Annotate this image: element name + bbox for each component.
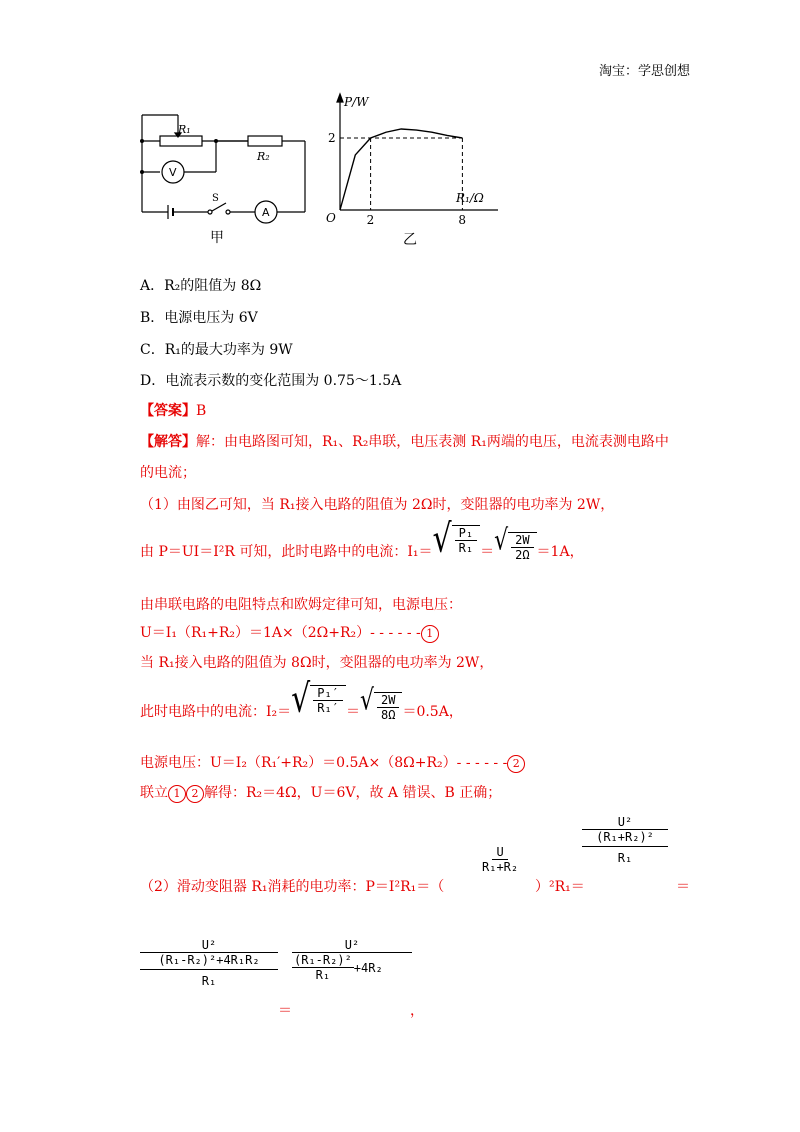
option-a: A．R₂的阻值为 8Ω [140, 278, 262, 294]
frac-den: R₁+R₂ [482, 860, 519, 874]
final-mid-den: R₁ [315, 968, 331, 982]
solution-l3 [140, 622, 439, 643]
sqrt-2w-8ohm: √ $\frac{2W}{8\Omega}$ [360, 692, 402, 722]
voltmeter-label: V [169, 166, 177, 179]
solution-l4: 当 R₁接入电路的阻值为 8Ω时，变阻器的电功率为 2W， [140, 655, 494, 671]
solution-l2: 由串联电路的电阻特点和欧姆定律可知，电源电压： [140, 597, 462, 613]
graph-origin: O [326, 211, 336, 225]
graph-caption: 乙 [403, 232, 417, 248]
option-d: D．电流表示数的变化范围为 0.75～1.5A [140, 373, 402, 389]
final-mid: (R₁-R₂)² [294, 953, 352, 967]
answer-label: 【答案】 [140, 403, 196, 419]
graph-x-axis-label: R₁/Ω [456, 191, 484, 205]
final-tail: +4R₂ [353, 960, 383, 975]
final-top: U² [292, 938, 412, 953]
power-frac-big [582, 815, 668, 865]
solution-intro2: 的电流； [140, 465, 196, 481]
i2-prefix: 此时电路中的电流：I₂＝ [140, 704, 292, 720]
i1-result: ＝1A， [536, 544, 584, 560]
graph-y-axis-label: P/W [344, 95, 369, 109]
solution-current-1: 由 P＝UI＝I²R 可知，此时电路中的电流：I₁＝ √ $\frac{\text{P₁}}{\text{R₁}}$ ＝ √ $\frac{2W}{2\Omega}$ ＝1A， [140, 516, 584, 563]
big-den: R₁ [617, 851, 633, 865]
graph-curve-group [340, 129, 462, 210]
frac-den: R₁ [458, 541, 474, 555]
solution-p1: （1）由图乙可知，当 R₁接入电路的阻值为 2Ω时，变阻器的电功率为 2W， [140, 497, 615, 513]
answer-line [140, 400, 206, 420]
power-graph [318, 92, 508, 252]
solution-l7 [140, 782, 501, 803]
power-eq: ＝ [676, 879, 690, 895]
frac-num: 2W [511, 533, 533, 548]
i2-result: ＝0.5A， [402, 704, 463, 720]
power-frac-expanded [140, 938, 278, 988]
expanded-mid: (R₁-R₂)²+4R₁R₂ [140, 953, 278, 970]
power-end: ， [410, 1003, 424, 1019]
frac-den: 2Ω [515, 548, 530, 562]
solution-intro-text: 解：由电路图可知，R₁、R₂串联，电压表测 R₁两端的电压，电流表测电路中 [196, 434, 669, 450]
power-expr-mid: ）²R₁＝ [535, 879, 585, 895]
power-curve-line [340, 129, 462, 210]
power-frac-1 [478, 845, 522, 874]
expanded-den: R₁ [201, 974, 217, 988]
circuit-caption: 甲 [210, 230, 224, 245]
solution-l6 [140, 752, 525, 773]
big-top: U² [582, 815, 668, 830]
ammeter-label: A [262, 206, 270, 219]
switch-label: S [212, 193, 219, 204]
frac-num: 2W [377, 693, 399, 708]
circle-ref-1: 1 [168, 785, 186, 803]
answer-value: B [196, 403, 207, 419]
i1-prefix: 由 P＝UI＝I²R 可知，此时电路中的电流：I₁＝ [140, 544, 433, 560]
frac-num: P₁′ [313, 686, 343, 701]
equation-1: U＝I₁（R₁+R₂）＝1A×（2Ω+R₂）- - - - - - [140, 625, 421, 641]
sqrt-p1p-r1p: √ $\frac{\text{P₁′}}{\text{R₁′}}$ [291, 685, 346, 715]
sqrt-2w-2ohm: √ $\frac{2W}{2\Omega}$ [494, 532, 536, 562]
circuit-diagram [130, 105, 315, 245]
circle-2: 2 [507, 755, 525, 773]
header-text: 淘宝：学思创想 [598, 64, 690, 79]
sqrt-p1-r1: √ $\frac{\text{P₁}}{\text{R₁}}$ [432, 525, 480, 555]
frac-den: 8Ω [381, 708, 396, 722]
r1-label: R₁ [178, 123, 191, 136]
graph-tick-x2: 8 [458, 213, 467, 227]
circle-ref-2: 2 [186, 785, 204, 803]
combine-prefix: 联立 [140, 785, 168, 801]
solution-intro [140, 431, 669, 451]
r2-label: R₂ [257, 150, 270, 163]
frac-num: U [492, 845, 507, 860]
equation-2: 电源电压：U＝I₂（R₁′+R₂）＝0.5A×（8Ω+R₂）- - - - - - [140, 755, 508, 771]
expanded-top: U² [140, 938, 278, 953]
frac-den: R₁′ [317, 701, 339, 715]
option-b: B．电源电压为 6V [140, 310, 258, 326]
solution-label: 【解答】 [140, 434, 196, 450]
graph-tick-x1: 2 [366, 213, 375, 227]
power-expr-prefix: （2）滑动变阻器 R₁消耗的电功率：P＝I²R₁＝（ [140, 879, 445, 895]
circle-1: 1 [421, 625, 439, 643]
combine-result: 解得：R₂＝4Ω，U＝6V，故 A 错误、B 正确； [204, 785, 502, 801]
graph-tick-y: 2 [328, 131, 336, 145]
power-frac-final [292, 938, 412, 982]
solution-current-2: 此时电路中的电流：I₂＝ √ $\frac{\text{P₁′}}{\text{R₁′}}$ ＝ √ $\frac{2W}{8\Omega}$ ＝0.5A， [140, 676, 463, 723]
frac-num: P₁ [455, 526, 477, 541]
option-c: C．R₁的最大功率为 9W [140, 342, 293, 358]
big-mid: (R₁+R₂)² [582, 830, 668, 847]
power-eq-2: ＝ [278, 1003, 292, 1019]
